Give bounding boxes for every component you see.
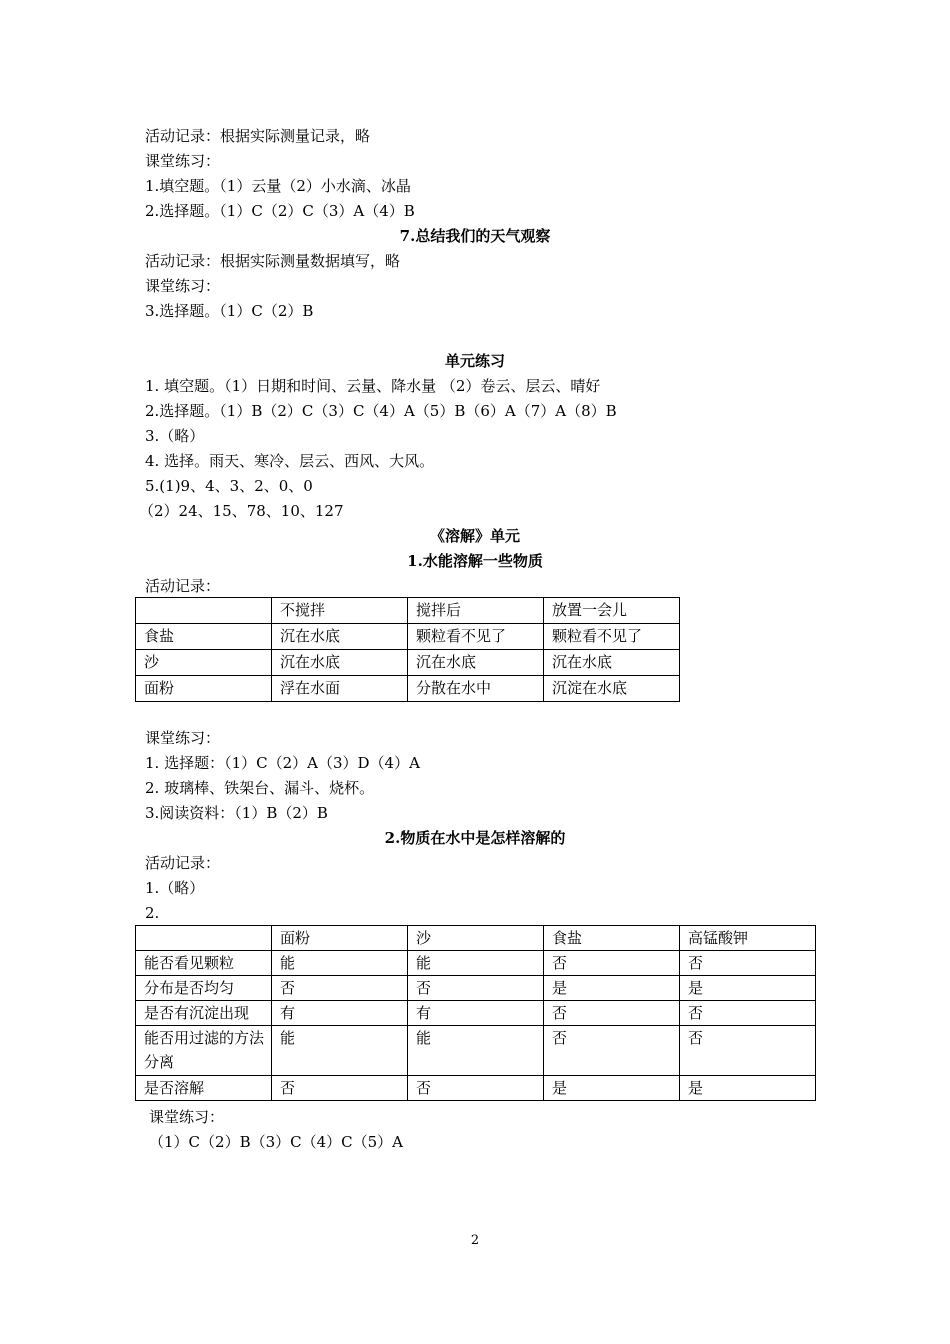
table-cell: 沙 <box>408 926 544 951</box>
table-cell: 否 <box>544 951 680 976</box>
table-cell: 能 <box>408 951 544 976</box>
text-line: 3.（略） <box>145 427 205 445</box>
table-cell: 不搅拌 <box>272 598 408 624</box>
text-line: 1.（略） <box>145 879 205 897</box>
text-line: 课堂练习： <box>145 729 221 747</box>
table-cell: 沉在水底 <box>272 650 408 676</box>
section-heading: 单元练习 <box>444 352 505 370</box>
table-cell: 分布是否均匀 <box>136 976 272 1001</box>
text-line: 5.(1)9、4、3、2、0、0 <box>145 477 313 495</box>
table-cell: 颗粒看不见了 <box>408 624 544 650</box>
table-row <box>136 951 816 976</box>
text-line: 活动记录： <box>145 577 221 595</box>
table-cell: 沉在水底 <box>272 624 408 650</box>
table-cell: 是 <box>544 1076 680 1101</box>
table-cell: 否 <box>680 1026 816 1076</box>
table-cell: 是否有沉淀出现 <box>136 1001 272 1026</box>
text-line: 2. 玻璃棒、铁架台、漏斗、烧杯。 <box>145 779 375 797</box>
table-row <box>136 1076 816 1101</box>
table-cell: 是 <box>680 1076 816 1101</box>
table-cell: 颗粒看不见了 <box>544 624 680 650</box>
table-cell: 否 <box>272 976 408 1001</box>
table-row <box>136 976 816 1001</box>
text-line: 1. 选择题：（1）C（2）A（3）D（4）A <box>145 754 420 772</box>
table-cell: 能 <box>408 1026 544 1076</box>
table-cell: 面粉 <box>136 676 272 702</box>
text-line: （1）C（2）B（3）C（4）C（5）A <box>149 1133 404 1151</box>
table-row <box>136 1001 816 1026</box>
table-cell: 沉在水底 <box>544 650 680 676</box>
text-line: 2. <box>145 904 160 922</box>
table-cell: 放置一会儿 <box>544 598 680 624</box>
text-line: 课堂练习： <box>149 1108 225 1126</box>
table-cell: 否 <box>680 951 816 976</box>
table-cell: 否 <box>544 1001 680 1026</box>
table-row <box>136 676 680 702</box>
table-cell: 食盐 <box>136 624 272 650</box>
table-cell: 否 <box>680 1001 816 1026</box>
text-line: 活动记录：根据实际测量记录，略 <box>145 127 371 145</box>
table-row <box>136 1026 816 1076</box>
table-cell: 搅拌后 <box>408 598 544 624</box>
section-heading: 7.总结我们的天气观察 <box>399 227 551 245</box>
table-cell: 食盐 <box>544 926 680 951</box>
text-line: 1. 填空题。（1）日期和时间、云量、降水量 （2）卷云、层云、晴好 <box>145 377 601 395</box>
table-cell: 能否用过滤的方法分离 <box>136 1026 272 1076</box>
text-line: 3.阅读资料：（1）B（2）B <box>145 804 328 822</box>
text-line: 活动记录： <box>145 854 221 872</box>
table-cell: 面粉 <box>272 926 408 951</box>
text-line: 2.选择题。（1）B（2）C（3）C（4）A（5）B（6）A（7）A（8）B <box>145 402 617 420</box>
text-line: 4. 选择。雨天、寒冷、层云、西风、大风。 <box>145 452 435 470</box>
table-cell: 沉在水底 <box>408 650 544 676</box>
table-cell: 否 <box>544 1026 680 1076</box>
table-cell: 浮在水面 <box>272 676 408 702</box>
table-cell: 有 <box>408 1001 544 1026</box>
table-cell: 是否溶解 <box>136 1076 272 1101</box>
text-line: （2）24、15、78、10、127 <box>139 502 344 520</box>
page-number: 2 <box>470 1233 480 1248</box>
table-cell: 否 <box>272 1076 408 1101</box>
text-line: 课堂练习： <box>145 152 221 170</box>
table-cell: 能 <box>272 951 408 976</box>
table-cell: 是 <box>544 976 680 1001</box>
text-line: 3.选择题。（1）C（2）B <box>145 302 314 320</box>
table-cell: 能 <box>272 1026 408 1076</box>
table-cell: 是 <box>680 976 816 1001</box>
table-header-row <box>136 926 816 951</box>
text-line: 活动记录：根据实际测量数据填写，略 <box>145 252 401 270</box>
text-line: 1.填空题。（1）云量（2）小水滴、冰晶 <box>145 177 411 195</box>
table-row <box>136 624 680 650</box>
text-line: 课堂练习： <box>145 277 221 295</box>
table-cell <box>136 598 272 624</box>
table-cell: 否 <box>408 1076 544 1101</box>
table-cell: 分散在水中 <box>408 676 544 702</box>
section-heading: 1.水能溶解一些物质 <box>407 552 543 570</box>
observation-table <box>135 597 680 702</box>
table-cell: 沉淀在水底 <box>544 676 680 702</box>
table-cell: 沙 <box>136 650 272 676</box>
table-cell: 否 <box>408 976 544 1001</box>
table-cell: 有 <box>272 1001 408 1026</box>
table-row <box>136 650 680 676</box>
dissolving-table <box>135 925 816 1101</box>
table-cell <box>136 926 272 951</box>
unit-heading: 《溶解》单元 <box>429 527 520 545</box>
table-header-row <box>136 598 680 624</box>
text-line: 2.选择题。（1）C（2）C（3）A（4）B <box>145 202 415 220</box>
section-heading: 2.物质在水中是怎样溶解的 <box>384 829 566 847</box>
table-cell: 能否看见颗粒 <box>136 951 272 976</box>
table-cell: 高锰酸钾 <box>680 926 816 951</box>
